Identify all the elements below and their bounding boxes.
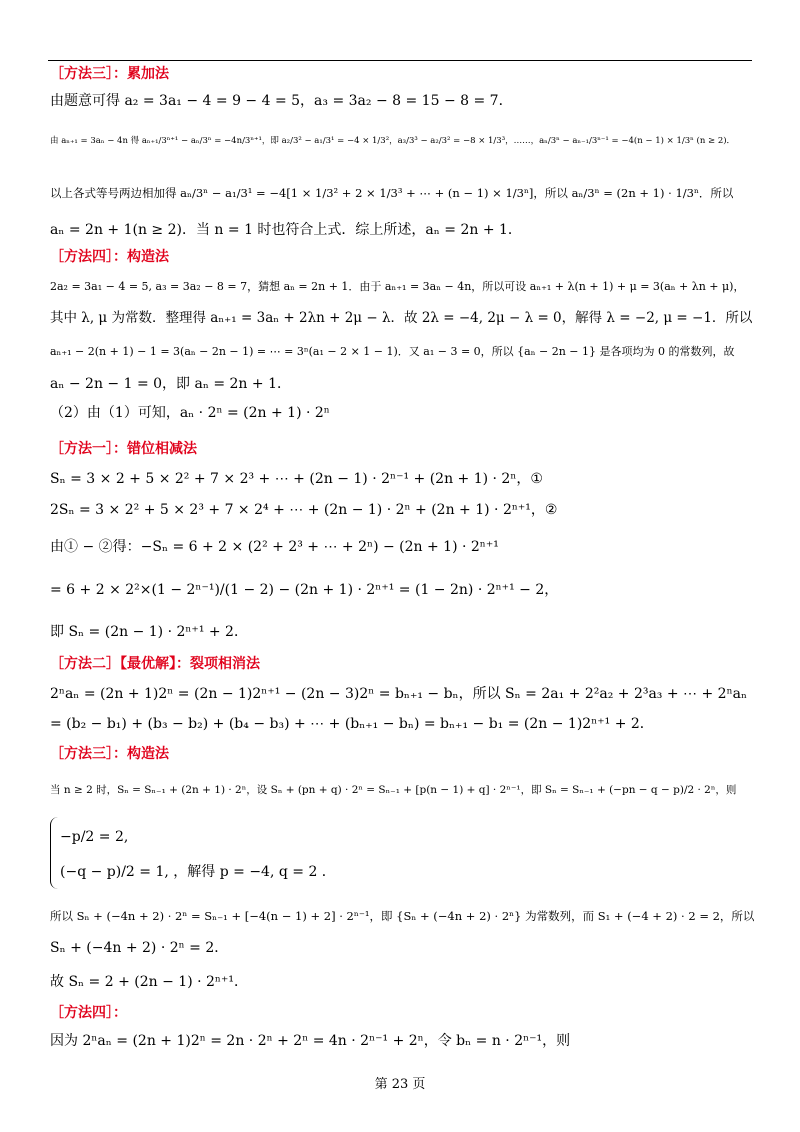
text-line: 所以 Sₙ + (−4n + 2) · 2ⁿ = Sₙ₋₁ + [−4(n − 1) + 2] · 2ⁿ⁻¹，即 {Sₙ + (−4n + 2) · 2ⁿ} 为常数列，而 S₁ + (−4 + 2) · 2 = 2，所以 [50,909,755,923]
text-line: 由题意可得 a₂ = 3a₁ − 4 = 9 − 4 = 5，a₃ = 3a₂ − 8 = 15 − 8 = 7． [50,93,513,109]
text-line: Sₙ + (−4n + 2) · 2ⁿ = 2． [50,940,229,956]
part-2-intro: （2）由（1）可知，aₙ · 2ⁿ = (2n + 1) · 2ⁿ [50,405,330,421]
text-line: 即 Sₙ = (2n − 1) · 2ⁿ⁺¹ + 2． [50,624,248,640]
heading-method-3-accumulate: ［方法三］：累加法 [50,66,169,82]
equation-2: 2Sₙ = 3 × 2² + 5 × 2³ + 7 × 2⁴ + ⋯ + (2n − 1) · 2ⁿ + (2n + 1) · 2ⁿ⁺¹，② [50,502,558,518]
heading-method-3-construct: ［方法三］：构造法 [50,746,169,762]
text-line: = 6 + 2 × 2²×(1 − 2ⁿ⁻¹)/(1 − 2) − (2n + 1) · 2ⁿ⁺¹ = (1 − 2n) · 2ⁿ⁺¹ − 2， [50,582,559,598]
text-line: 2ⁿaₙ = (2n + 1)2ⁿ = (2n − 1)2ⁿ⁺¹ − (2n − 3)2ⁿ = bₙ₊₁ − bₙ，所以 Sₙ = 2a₁ + 2²a₂ + 2³a₃ + ⋯ + 2ⁿaₙ [50,686,748,702]
system-brace [50,817,59,889]
text-line: 故 Sₙ = 2 + (2n − 1) · 2ⁿ⁺¹． [50,974,248,990]
heading-method-4: ［方法四］： [50,1005,127,1021]
text-line: 2a₂ = 3a₁ − 4 = 5, a₃ = 3a₂ − 8 = 7，猜想 aₙ = 2n + 1．由于 aₙ₊₁ = 3aₙ − 4n，所以可设 aₙ₊₁ + λ(n + 1) + μ = 3(aₙ + λn + μ)， [50,280,745,293]
text-line: 以上各式等号两边相加得 aₙ/3ⁿ − a₁/3¹ = −4[1 × 1/3² + 2 × 1/3³ + ⋯ + (n − 1) × 1/3ⁿ]，所以 aₙ/3ⁿ = (2n + 1) · 1/3ⁿ．所以 [50,186,734,200]
text-line: 其中 λ, μ 为常数．整理得 aₙ₊₁ = 3aₙ + 2λn + 2μ − λ．故 2λ = −4, 2μ − λ = 0，解得 λ = −2, μ = −1．所以 [50,310,753,326]
page-number: 第 23 页 [374,1077,426,1092]
text-line: 当 n ≥ 2 时，Sₙ = Sₙ₋₁ + (2n + 1) · 2ⁿ，设 Sₙ + (pn + q) · 2ⁿ = Sₙ₋₁ + [p(n − 1) + q] · 2ⁿ⁻¹，即 Sₙ = Sₙ₋₁ + (−pn − q − p)/2 · 2ⁿ，则 [50,784,737,796]
text-line: aₙ − 2n − 1 = 0，即 aₙ = 2n + 1． [50,376,291,392]
text-line: 由 aₙ₊₁ = 3aₙ − 4n 得 aₙ₊₁/3ⁿ⁺¹ − aₙ/3ⁿ = −4n/3ⁿ⁺¹，即 a₂/3² − a₁/3¹ = −4 × 1/3²，a₃/3³ − a₂/3² = −8 × 1/3³，……，aₙ/3ⁿ − aₙ₋₁/3ⁿ⁻¹ = −4(n − 1) × 1/3ⁿ (n ≥ 2)． [50,136,736,146]
system-eq-2: (−q − p)/2 = 1, ，解得 p = −4, q = 2 ． [60,864,336,880]
heading-method-1-misalign-subtract: ［方法一］：错位相减法 [50,441,197,457]
top-rule [48,60,752,61]
text-line: aₙ₊₁ − 2(n + 1) − 1 = 3(aₙ − 2n − 1) = ⋯ = 3ⁿ(a₁ − 2 × 1 − 1)．又 a₁ − 3 = 0，所以 {aₙ − 2n − 1} 是各项均为 0 的常数列，故 [50,345,735,358]
system-eq-1: −p/2 = 2, [60,829,129,845]
equation-1: Sₙ = 3 × 2 + 5 × 2² + 7 × 2³ + ⋯ + (2n − 1) · 2ⁿ⁻¹ + (2n + 1) · 2ⁿ，① [50,471,543,487]
text-line: aₙ = 2n + 1(n ≥ 2)．当 n = 1 时也符合上式．综上所述，aₙ = 2n + 1． [50,222,522,238]
text-line: = (b₂ − b₁) + (b₃ − b₂) + (b₄ − b₃) + ⋯ + (bₙ₊₁ − bₙ) = bₙ₊₁ − b₁ = (2n − 1)2ⁿ⁺¹ + 2． [50,716,654,732]
text-line: 因为 2ⁿaₙ = (2n + 1)2ⁿ = 2n · 2ⁿ + 2ⁿ = 4n · 2ⁿ⁻¹ + 2ⁿ，令 bₙ = n · 2ⁿ⁻¹，则 [50,1033,571,1049]
heading-method-2-telescoping: ［方法二］【最优解】：裂项相消法 [50,656,260,672]
text-line: 由① − ②得：−Sₙ = 6 + 2 × (2² + 2³ + ⋯ + 2ⁿ) − (2n + 1) · 2ⁿ⁺¹ [50,539,499,555]
heading-method-4-construct: ［方法四］：构造法 [50,249,169,265]
